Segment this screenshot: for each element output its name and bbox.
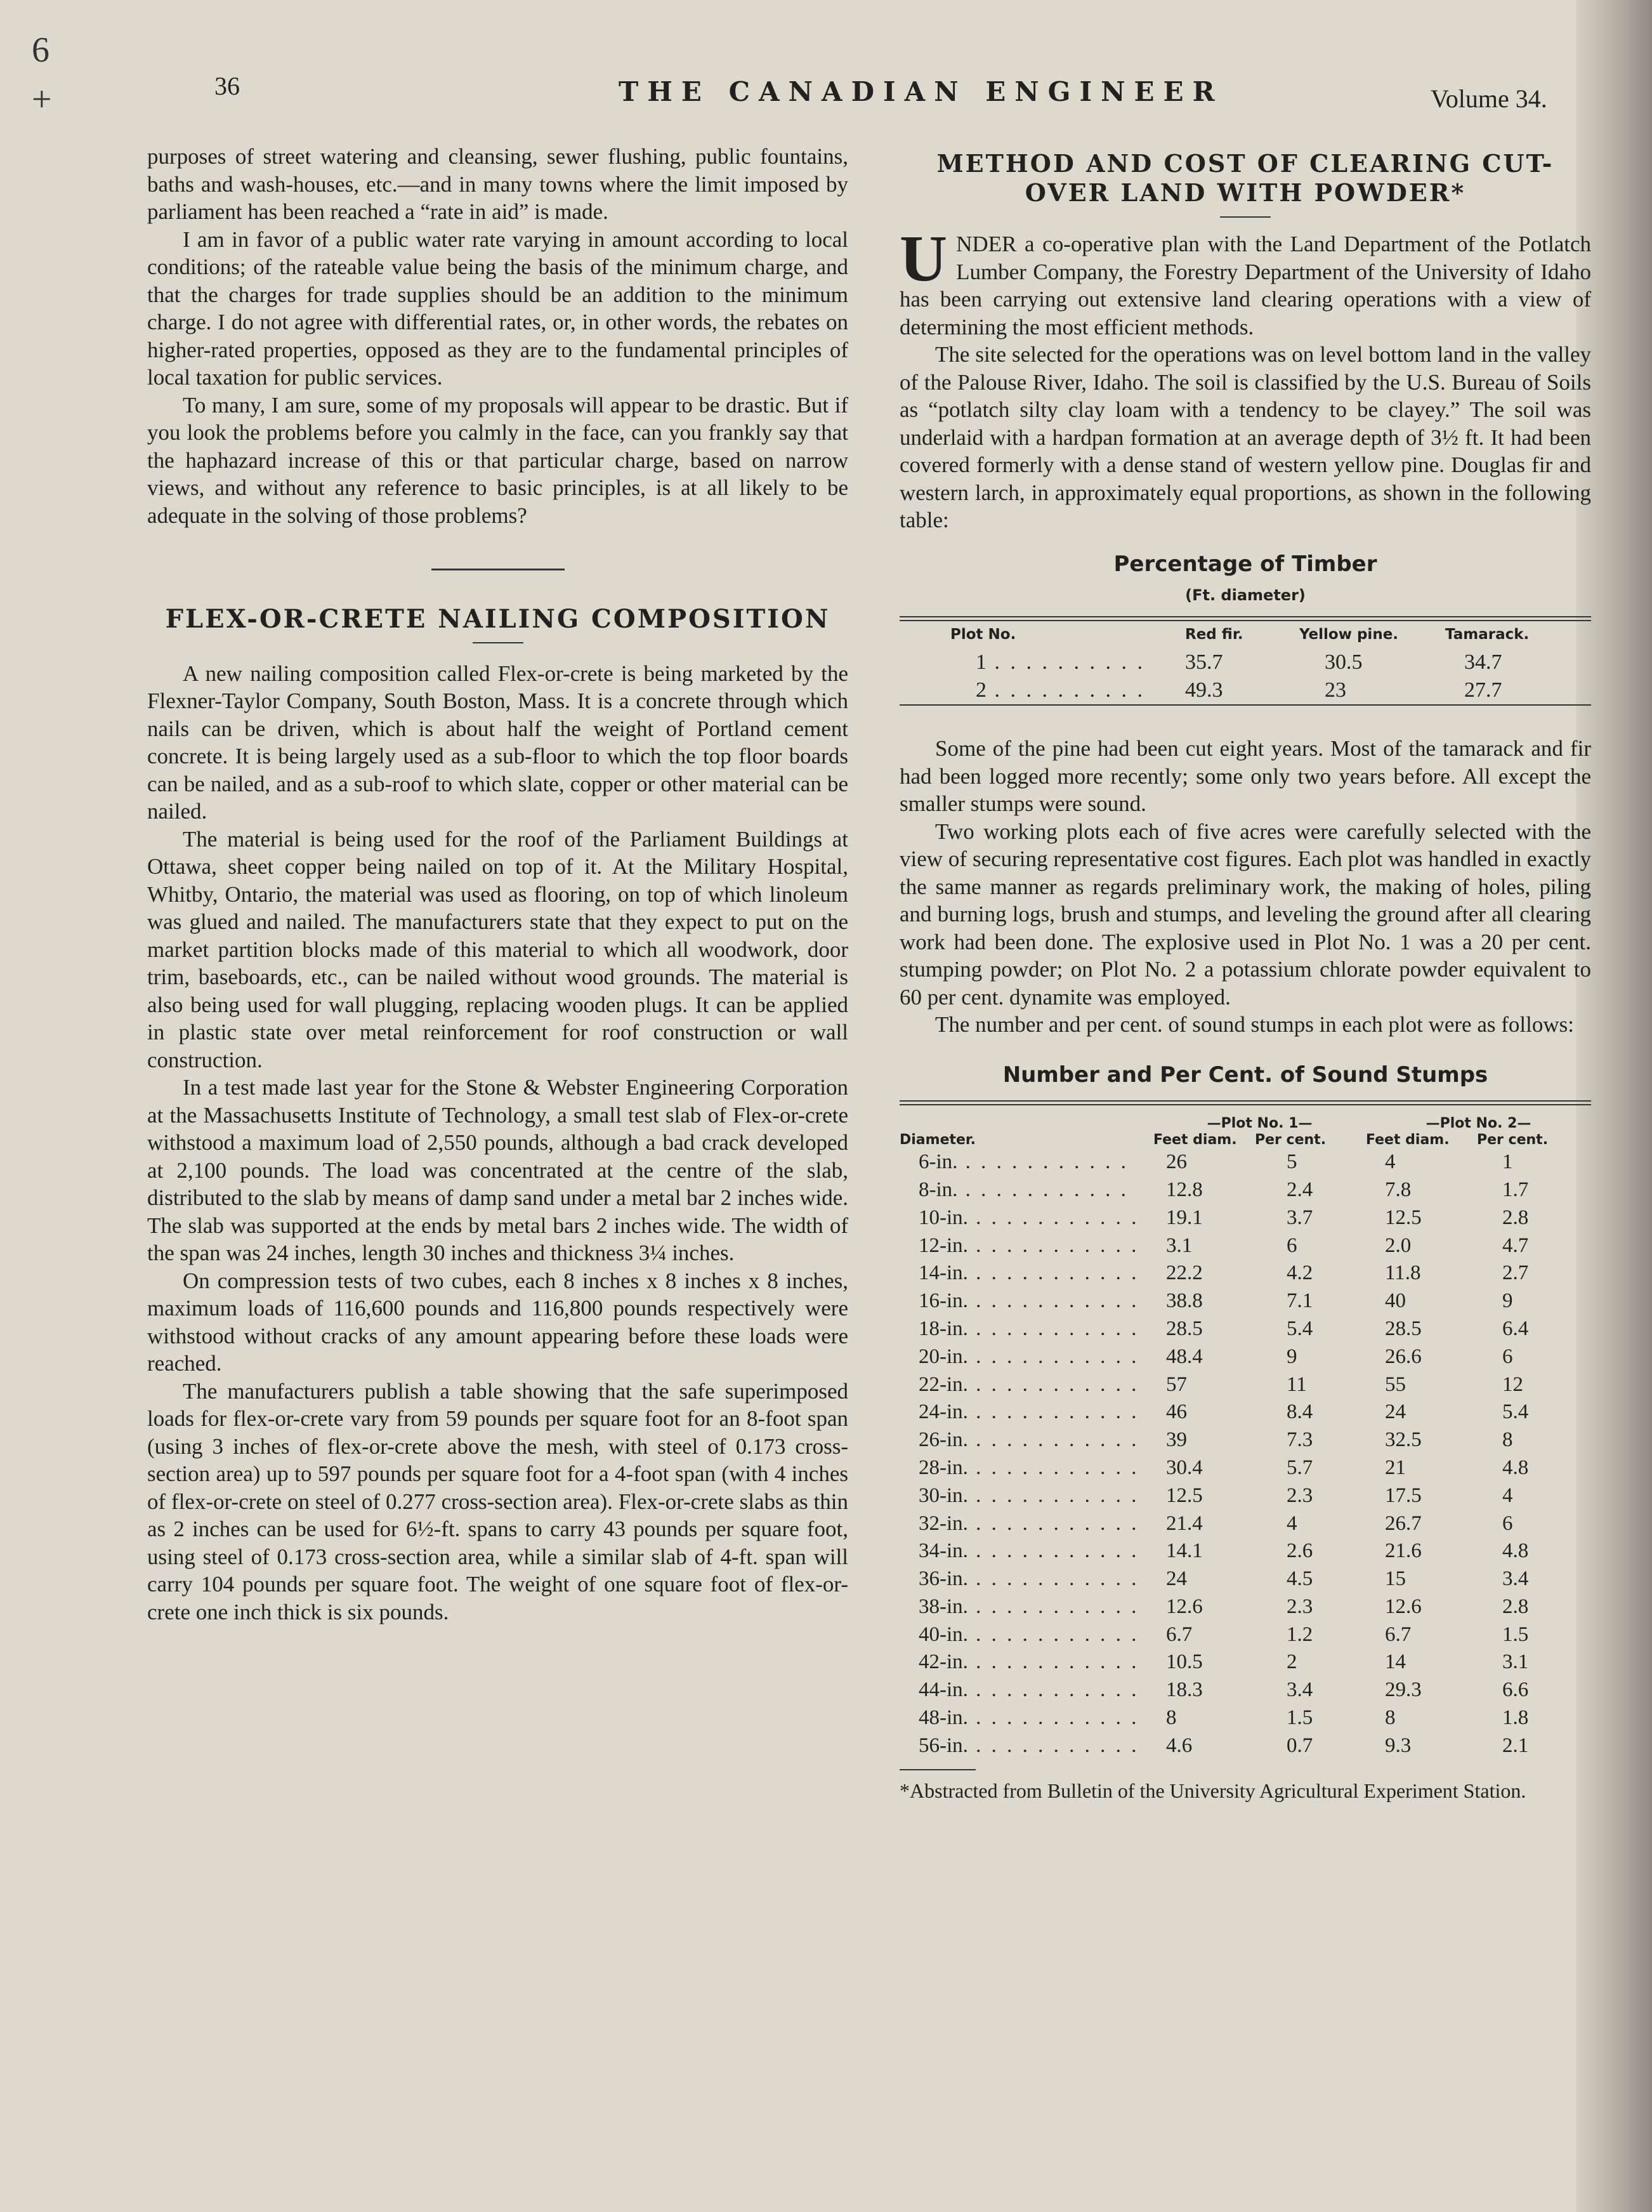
table-cell: 24: [1166, 1567, 1187, 1591]
group-header: —Plot No. 1—: [1207, 1116, 1313, 1131]
table-row: [900, 1732, 1591, 1760]
table-cell: 40: [1385, 1289, 1406, 1313]
table-cell: 3.4: [1287, 1678, 1313, 1702]
table-cell: 26.6: [1385, 1345, 1422, 1368]
table-cell: 55: [1385, 1373, 1406, 1396]
table-rule: [900, 616, 1591, 621]
table-row: [900, 1315, 1591, 1343]
diameter-label: 38-in.: [919, 1595, 968, 1618]
leader-dots: . . . . . . . . . . .: [967, 1373, 1139, 1396]
table-row: [900, 1482, 1591, 1510]
leader-dots: . . . . . . . . . . .: [967, 1678, 1139, 1702]
paragraph: The material is being used for the roof of the Parliament Buildings at Ottawa, sheet copper being nailed on top of it. At the Military Hospital, Whitby, Ontario, the material was used as flooring, on top of which linoleum was glued and nailed. The manufacturers state that they expect to put on the market partition blocks made of this material to which all woodwork, door trim, baseboards, etc., can be nailed without wood grounds. The material is also being used for wall plugging, replacing wooden plugs. It can be applied in plastic state over metal reinforcement for roof construction or wall construction.: [147, 826, 848, 1072]
leader-dots: . . . . . . . . . . .: [967, 1400, 1139, 1424]
table-cell: 17.5: [1385, 1484, 1422, 1507]
diameter-label: 24-in.: [919, 1400, 968, 1424]
table-cell: 6.7: [1385, 1623, 1412, 1646]
table-cell: 22.2: [1166, 1261, 1203, 1285]
paragraph-text: NDER a co-operative plan with the Land Department of the Potlatch Lumber Company, the Forestry Department of the University of Idaho has been carrying out extensive land clearing operations with a view of determining the most efficient methods.: [900, 232, 1591, 339]
table-cell: 1.7: [1502, 1178, 1529, 1201]
footnote: *Abstracted from Bulletin of the University Agricultural Experiment Station.: [900, 1779, 1526, 1802]
table-cell: 2.3: [1287, 1595, 1313, 1618]
table-row: 1 . . . . . . . . . . 35.7 30.5 34.7: [900, 648, 1591, 676]
timber-table: [900, 621, 1591, 705]
table-cell: 29.3: [1385, 1678, 1422, 1702]
diameter-label: 18-in.: [919, 1317, 968, 1340]
paragraph: The site selected for the operations was on level bottom land in the valley of the Palouse River, Idaho. The soil is classified by the U.S. Bureau of Soils as “potlatch silty clay loam with a tendency to be clayey.” The soil was underlaid with a hardpan formation at an average depth of 3½ ft. It had been covered formerly with a dense stand of western yellow pine. Douglas fir and western larch, in approximately equal proportions, as shown in the following table:: [900, 342, 1591, 532]
table-cell: 11: [1287, 1373, 1307, 1396]
paragraph: In a test made last year for the Stone & Webster Engineering Corporation at the Massachusetts Institute of Technology, a small test slab of Flex-or-crete withstood a maximum load of 2,550 pounds, although a bad crack developed at 2,100 pounds. The load was concentrated at the centre of the slab, distributed to the slab by means of damp sand under a metal bar 2 inches wide. The slab was supported at the ends by metal bars 2 inches wide. The width of the span was 24 inches, length 30 inches and thickness 3¼ inches.: [147, 1075, 848, 1265]
table-cell: 28.5: [1166, 1317, 1203, 1340]
table-cell: 1.8: [1502, 1706, 1529, 1730]
paragraph: The number and per cent. of sound stumps in each plot were as follows:: [935, 1012, 1574, 1037]
table-cell: 7.1: [1287, 1289, 1313, 1313]
diameter-label: 22-in.: [919, 1373, 968, 1396]
table-cell: 2: [1287, 1650, 1297, 1674]
paragraph: [900, 222, 1591, 341]
table-row: [900, 1343, 1591, 1371]
table-cell: 49.3: [1185, 678, 1223, 702]
table-cell: 14: [1385, 1650, 1406, 1674]
table-cell: 0.7: [1287, 1734, 1313, 1757]
column-header: Per cent.: [1255, 1132, 1327, 1148]
table-row: [900, 1149, 1591, 1176]
leader-dots: . . . . . . . . . . .: [967, 1456, 1139, 1479]
table-cell: 24: [1385, 1400, 1406, 1424]
table-cell: 9: [1502, 1289, 1513, 1313]
table-row: [900, 1204, 1591, 1232]
table-cell: 2.4: [1287, 1178, 1313, 1201]
plot-number: 1: [976, 650, 987, 675]
plot-number: 2: [976, 678, 987, 702]
leader-dots: . . . . . . . . . . .: [967, 1623, 1139, 1646]
leader-dots: . . . . . . . . . . .: [967, 1539, 1139, 1563]
leader-dots: . . . . . . . . . . .: [967, 1706, 1139, 1730]
diameter-label: 14-in.: [919, 1261, 968, 1285]
table-row: [900, 1565, 1591, 1593]
table-row: [900, 1704, 1591, 1732]
table-cell: 12.5: [1166, 1484, 1203, 1507]
table-cell: 32.5: [1385, 1428, 1422, 1452]
leader-dots: . . . . . . . . . . .: [967, 1511, 1139, 1535]
table-cell: 8: [1166, 1706, 1177, 1730]
table-cell: 6: [1502, 1511, 1513, 1535]
table-cell: 7.3: [1287, 1428, 1313, 1452]
column-header: Red fir.: [1185, 626, 1243, 643]
table-cell: 9: [1287, 1345, 1297, 1368]
table-cell: 5: [1287, 1150, 1297, 1174]
margin-mark: 6: [32, 30, 49, 70]
table-cell: 21: [1385, 1456, 1406, 1479]
column-header: Diameter.: [900, 1132, 976, 1148]
table-cell: 2.0: [1385, 1234, 1412, 1257]
table-cell: 8.4: [1287, 1400, 1313, 1424]
table-title: Percentage of Timber: [1113, 551, 1377, 577]
table-cell: 2.3: [1287, 1484, 1313, 1507]
table-cell: 6.7: [1166, 1623, 1193, 1646]
table-cell: 28.5: [1385, 1317, 1422, 1340]
paragraph: A new nailing composition called Flex-or-crete is being marketed by the Flexner-Taylor Company, South Boston, Mass. It is a concrete through which nails can be driven, which is about half the weight of Portland cement concrete. It is being largely used as a sub-floor to which the top floor boards can be nailed, and as a sub-roof to which slate, copper or other material can be nailed.: [147, 661, 848, 824]
table-row: [900, 1426, 1591, 1454]
leader-dots: . . . . . . . . . . .: [967, 1317, 1139, 1340]
table-cell: 5.4: [1287, 1317, 1313, 1340]
table-cell: 4.8: [1502, 1539, 1529, 1563]
column-header: Plot No.: [950, 626, 1016, 643]
table-cell: 1.5: [1502, 1623, 1529, 1646]
diameter-label: 42-in.: [919, 1650, 968, 1674]
leader-dots: . . . . . . . . . . .: [967, 1595, 1139, 1618]
table-cell: 30.5: [1325, 650, 1363, 675]
table-cell: 21.4: [1166, 1511, 1203, 1535]
group-header-row: [900, 1116, 1591, 1132]
paragraph: The manufacturers publish a table showing that the safe superimposed loads for flex-or-crete vary from 59 pounds per square foot for an 8-foot span (using 3 inches of flex-or-crete above the mesh, with steel of 0.173 cross-section area) up to 597 pounds per square foot for a 4-foot span (with 4 inches of flex-or-crete on steel of 0.277 cross-section area). Flex-or-crete slabs as thin as 2 inches can be used for 6½-ft. spans to carry 43 pounds per square foot, using steel of 0.173 cross-section area, while a similar slab of 4-ft. span will carry 104 pounds per square foot. The weight of one square foot of flex-or-crete one inch thick is six pounds.: [147, 1378, 848, 1624]
paragraph: I am in favor of a public water rate varying in amount according to local conditions; of the rateable value being the basis of the minimum charge, and that the charges for trade supplies should be an addition to the minimum charge. I do not agree with differential rates, or, in other words, the rebates on higher-rated properties, opposed as they are to the fundamental principles of local taxation for public services.: [147, 227, 848, 390]
table-cell: 1.5: [1287, 1706, 1313, 1730]
diameter-label: 16-in.: [919, 1289, 968, 1313]
paragraph: purposes of street watering and cleansing, sewer flushing, public fountains, baths and wash-houses, etc.—and in many towns where the limit imposed by parliament has been reached a “rate in aid” is made.: [147, 144, 848, 224]
table-cell: 10.5: [1166, 1650, 1203, 1674]
right-column: [900, 149, 1591, 1802]
table-cell: 6: [1287, 1234, 1297, 1257]
diameter-label: 40-in.: [919, 1623, 968, 1646]
leader-dots: . . . . . . . . . . .: [967, 1206, 1139, 1229]
paragraph: Some of the pine had been cut eight years. Most of the tamarack and fir had been logged more recently; some only two years before. All except the smaller stumps were sound.: [900, 736, 1591, 816]
table-cell: 4: [1385, 1150, 1396, 1174]
table-cell: 4.5: [1287, 1567, 1313, 1591]
diameter-label: 30-in.: [919, 1484, 968, 1507]
table-cell: 12.5: [1385, 1206, 1422, 1229]
table-cell: 6.6: [1502, 1678, 1529, 1702]
table-cell: 9.3: [1385, 1734, 1412, 1757]
table-cell: 4.7: [1502, 1234, 1529, 1257]
table-subtitle: (Ft. diameter): [1185, 586, 1306, 604]
leader-dots: . . . . . . . . . . .: [967, 1261, 1139, 1285]
table-row: [900, 1510, 1591, 1537]
table-cell: 19.1: [1166, 1206, 1203, 1229]
paragraph: On compression tests of two cubes, each 8 inches x 8 inches x 8 inches, maximum loads of 116,600 pounds and 116,800 pounds respectively were withstood without cracks of any amount appearing before these loads were reached.: [147, 1268, 848, 1376]
leader-dots: . . . . . . . . . . .: [967, 1428, 1139, 1452]
table-cell: 35.7: [1185, 650, 1223, 675]
table-cell: 6.4: [1502, 1317, 1529, 1340]
leader-dots: . . . . . . . . . . .: [967, 1734, 1139, 1757]
table-cell: 2.7: [1502, 1261, 1529, 1285]
table-cell: 34.7: [1464, 650, 1502, 675]
table-cell: 2.1: [1502, 1734, 1529, 1757]
diameter-label: 28-in.: [919, 1456, 968, 1479]
stumps-table: [900, 1116, 1591, 1760]
table-cell: 3.1: [1502, 1650, 1529, 1674]
table-cell: 26.7: [1385, 1511, 1422, 1535]
table-cell: 5.4: [1502, 1400, 1529, 1424]
table-cell: 2.8: [1502, 1206, 1529, 1229]
table-row: 2 . . . . . . . . . . 49.3 23 27.7: [900, 676, 1591, 704]
table-cell: 5.7: [1287, 1456, 1313, 1479]
table-row: [900, 1176, 1591, 1204]
paragraph: Two working plots each of five acres were carefully selected with the view of securing representative cost figures. Each plot was handled in exactly the same manner as regards preliminary work, the making of holes, piling and burning logs, brush and stumps, and leveling the ground after all clearing work had been done. The explosive used in Plot No. 1 was a 20 per cent. stumping powder; on Plot No. 2 a potassium chlorate powder equivalent to 60 per cent. dynamite was employed.: [900, 819, 1591, 1010]
column-header: Yellow pine.: [1299, 626, 1399, 643]
table-cell: 46: [1166, 1400, 1187, 1424]
running-head: [0, 71, 1652, 122]
leader-dots: . . . . . . . . . . .: [967, 1289, 1139, 1313]
table-cell: 4: [1287, 1511, 1297, 1535]
diameter-label: 20-in.: [919, 1345, 968, 1368]
table-cell: 27.7: [1464, 678, 1502, 702]
table-cell: 7.8: [1385, 1178, 1412, 1201]
table-cell: 14.1: [1166, 1539, 1203, 1563]
diameter-label: 48-in.: [919, 1706, 968, 1730]
leader-dots: . . . . . . . . . . .: [967, 1345, 1139, 1368]
diameter-label: 36-in.: [919, 1567, 968, 1591]
leader-dots: . . . . . . . . . . .: [967, 1484, 1139, 1507]
table-row: [900, 1287, 1591, 1315]
table-cell: 1.2: [1287, 1623, 1313, 1646]
diameter-label: 10-in.: [919, 1206, 968, 1229]
article-heading: METHOD AND COST OF CLEARING CUT-OVER LAND WITH POWDER*: [936, 149, 1554, 207]
table-cell: 57: [1166, 1373, 1187, 1396]
diameter-label: 8-in.: [919, 1178, 958, 1201]
table-header-row: [900, 621, 1591, 649]
table-cell: 12.6: [1166, 1595, 1203, 1618]
table-cell: 2.6: [1287, 1539, 1313, 1563]
table-cell: 12: [1502, 1373, 1523, 1396]
table-rule: [900, 1100, 1591, 1105]
leader-dots: . . . . . . . . . . .: [967, 1650, 1139, 1674]
table-cell: 8: [1502, 1428, 1513, 1452]
article-heading: FLEX-OR-CRETE NAILING COMPOSITION: [165, 604, 830, 634]
table-cell: 39: [1166, 1428, 1187, 1452]
diameter-label: 26-in.: [919, 1428, 968, 1452]
table-cell: 1: [1502, 1150, 1513, 1174]
table-cell: 3.7: [1287, 1206, 1313, 1229]
table-row: [900, 1371, 1591, 1399]
table-cell: 15: [1385, 1567, 1406, 1591]
column-header: Feet diam.: [1366, 1132, 1450, 1148]
table-cell: 3.1: [1166, 1234, 1193, 1257]
leader-dots: . . . . . . . . . . .: [967, 1567, 1139, 1591]
table-row: [900, 1621, 1591, 1649]
group-header: —Plot No. 2—: [1426, 1116, 1531, 1131]
table-cell: 4.6: [1166, 1734, 1193, 1757]
diameter-label: 34-in.: [919, 1539, 968, 1563]
table-cell: 6: [1502, 1345, 1513, 1368]
table-title: Number and Per Cent. of Sound Stumps: [1002, 1062, 1488, 1088]
journal-title: THE CANADIAN ENGINEER: [619, 76, 1224, 107]
table-cell: 18.3: [1166, 1678, 1203, 1702]
leader-dots: . . . . . . . . . . .: [957, 1178, 1129, 1201]
table-header-row: [900, 1132, 1591, 1149]
column-header: Tamarack.: [1445, 626, 1530, 643]
table-cell: 26: [1166, 1150, 1187, 1174]
table-cell: 12.6: [1385, 1595, 1422, 1618]
page-number: 36: [214, 72, 240, 100]
stumps-table-body: [900, 1149, 1591, 1760]
table-cell: 4: [1502, 1484, 1513, 1507]
table-row: [900, 1676, 1591, 1704]
table-row: [900, 1454, 1591, 1482]
table-cell: 38.8: [1166, 1289, 1203, 1313]
diameter-label: 44-in.: [919, 1678, 968, 1702]
paragraph: To many, I am sure, some of my proposals will appear to be drastic. But if you look the problems before you calmly in the face, can you frankly say that the haphazard increase of this or that particular charge, based on narrow views, and without any reference to basic principles, is at all likely to be adequate in the solving of those problems?: [147, 392, 848, 528]
table-cell: 3.4: [1502, 1567, 1529, 1591]
table-row: [900, 1537, 1591, 1565]
column-header: Per cent.: [1477, 1132, 1549, 1148]
volume-label: Volume 34.: [1431, 84, 1547, 113]
drop-cap: U: [900, 222, 948, 295]
margin-mark: +: [32, 80, 52, 120]
leader-dots: . . . . . . . . . . .: [957, 1150, 1129, 1174]
table-cell: 8: [1385, 1706, 1396, 1730]
table-row: [900, 1593, 1591, 1621]
diameter-label: 56-in.: [919, 1734, 968, 1757]
table-row: [900, 1649, 1591, 1676]
table-row: [900, 1232, 1591, 1260]
table-cell: 23: [1325, 678, 1346, 702]
table-cell: 48.4: [1166, 1345, 1203, 1368]
table-cell: 30.4: [1166, 1456, 1203, 1479]
table-cell: 2.8: [1502, 1595, 1529, 1618]
column-header: Feet diam.: [1153, 1132, 1237, 1148]
left-column: [147, 143, 848, 1626]
diameter-label: 12-in.: [919, 1234, 968, 1257]
diameter-label: 32-in.: [919, 1511, 968, 1535]
table-row: [900, 1399, 1591, 1426]
table-cell: 4.8: [1502, 1456, 1529, 1479]
table-cell: 12.8: [1166, 1178, 1203, 1201]
table-cell: 4.2: [1287, 1261, 1313, 1285]
table-cell: 21.6: [1385, 1539, 1422, 1563]
table-cell: 11.8: [1385, 1261, 1421, 1285]
leader-dots: . . . . . . . . . . .: [967, 1234, 1139, 1257]
diameter-label: 6-in.: [919, 1150, 958, 1174]
table-row: [900, 1260, 1591, 1287]
footnote-rule: [900, 1769, 976, 1770]
